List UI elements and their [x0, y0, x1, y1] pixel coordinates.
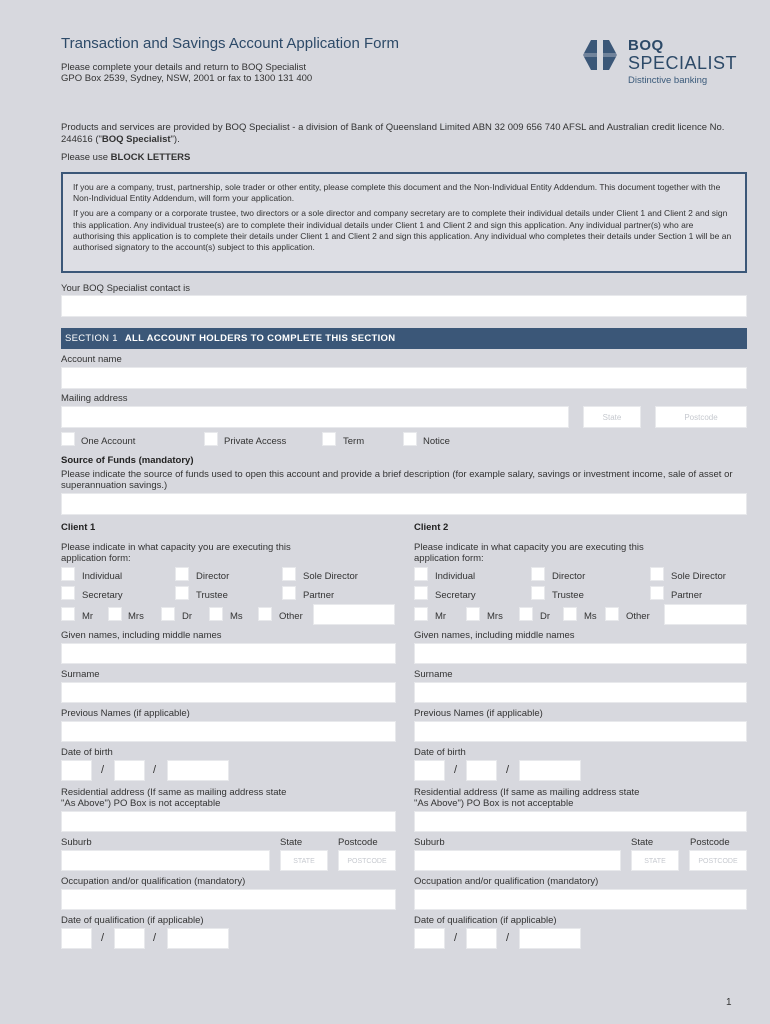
qual-day-input[interactable]	[61, 928, 92, 949]
date-separator: /	[454, 932, 458, 944]
given-names-input[interactable]	[61, 643, 396, 664]
account-type-label: One Account	[81, 436, 136, 447]
capacity-label: Director	[552, 571, 586, 582]
account-type-label: Term	[343, 436, 365, 447]
mailing-address-label: Mailing address	[61, 393, 128, 404]
qual-year-input[interactable]	[167, 928, 229, 949]
page-number: 1	[726, 997, 732, 1008]
source-of-funds-desc: Please indicate the source of funds used to open this account and provide a brief description (for example salary, savings or investment income, sale of asset or superannuation savings.)	[61, 469, 733, 491]
partner-checkbox[interactable]	[282, 586, 296, 600]
capacity-label: Trustee	[196, 590, 228, 601]
dob-month-input[interactable]	[114, 760, 145, 781]
disclaimer: Products and services are provided by BOQ Specialist - a division of Bank of Queensland Limited ABN 32 009 656 740 AFSL and Australian credit licence No. 244616 ("BOQ Specialist").	[61, 122, 725, 145]
client-heading: Client 1	[61, 522, 96, 533]
title-label: Dr	[540, 611, 551, 622]
trustee-checkbox[interactable]	[531, 586, 545, 600]
capacity-label: Sole Director	[303, 571, 358, 582]
dob-year-input[interactable]	[519, 760, 581, 781]
ms-checkbox[interactable]	[209, 607, 223, 621]
dob-day-input[interactable]	[414, 760, 445, 781]
qual-day-input[interactable]	[414, 928, 445, 949]
mailing-postcode-input[interactable]: Postcode	[655, 406, 747, 428]
other-title-input[interactable]	[664, 604, 747, 625]
dob-month-input[interactable]	[466, 760, 497, 781]
capacity-label: Individual	[82, 571, 123, 582]
qualification-date-label: Date of qualification (if applicable)	[414, 915, 557, 926]
ms-checkbox[interactable]	[563, 607, 577, 621]
title-label: Mrs	[128, 611, 144, 622]
date-separator: /	[506, 932, 510, 944]
residential-address-label: Residential address (If same as mailing address state	[61, 787, 287, 798]
previous-names-label: Previous Names (if applicable)	[414, 708, 543, 719]
given-names-label: Given names, including middle names	[61, 630, 222, 641]
occupation-input[interactable]	[61, 889, 396, 910]
qual-month-input[interactable]	[466, 928, 497, 949]
capacity-label: Secretary	[435, 590, 476, 601]
previous-names-input[interactable]	[414, 721, 747, 742]
title-label: Ms	[230, 611, 243, 622]
capacity-label: Director	[196, 571, 230, 582]
date-separator: /	[101, 932, 105, 944]
individual-checkbox[interactable]	[61, 567, 75, 581]
dr-checkbox[interactable]	[161, 607, 175, 621]
client-1-column	[61, 522, 396, 962]
logo-brand: BOQ	[628, 37, 664, 54]
capacity-label: Sole Director	[671, 571, 726, 582]
account-name-input[interactable]	[61, 367, 747, 389]
surname-label: Surname	[61, 669, 100, 680]
secretary-checkbox[interactable]	[414, 586, 428, 600]
surname-input[interactable]	[414, 682, 747, 703]
title-label: Mr	[435, 611, 447, 622]
sole-director-checkbox[interactable]	[282, 567, 296, 581]
suburb-label: Suburb	[61, 837, 92, 848]
qualification-date-label: Date of qualification (if applicable)	[61, 915, 204, 926]
suburb-input[interactable]	[61, 850, 270, 871]
residential-address-input[interactable]	[61, 811, 396, 832]
postcode-input[interactable]: POSTCODE	[338, 850, 396, 871]
surname-label: Surname	[414, 669, 453, 680]
contact-label: Your BOQ Specialist contact is	[61, 283, 191, 294]
occupation-label: Occupation and/or qualification (mandatory)	[414, 876, 599, 887]
logo-tagline: Distinctive banking	[628, 75, 708, 86]
surname-input[interactable]	[61, 682, 396, 703]
secretary-checkbox[interactable]	[61, 586, 75, 600]
account-name-label: Account name	[61, 354, 122, 365]
source-of-funds-title: Source of Funds (mandatory)	[61, 455, 194, 466]
partner-checkbox[interactable]	[650, 586, 664, 600]
other-checkbox[interactable]	[605, 607, 619, 621]
dob-year-input[interactable]	[167, 760, 229, 781]
date-separator: /	[153, 764, 157, 776]
form-title: Transaction and Savings Account Application Form	[61, 35, 399, 52]
state-input[interactable]: STATE	[631, 850, 679, 871]
date-separator: /	[454, 764, 458, 776]
title-label: Dr	[182, 611, 193, 622]
capacity-label: Secretary	[82, 590, 123, 601]
residential-address-label: "As Above") PO Box is not acceptable	[61, 798, 221, 809]
mrs-checkbox[interactable]	[108, 607, 122, 621]
notice-para-2: If you are a company or a corporate trustee, two directors or a sole director and company secretary are to complete their individual details under Client 1 and Client 2 and sign this application. Any individual trustee(s) are to complete their individual details under Client 1 and Client 2 and sign this application. Any individual partner(s) who are authorising this application is to complete their details under Client 1 and Client 2 and sign this application. Any individual who completes their details under Section 1 will be an authorised signatory to the account(s) subject to this application.	[73, 208, 732, 253]
sole-director-checkbox[interactable]	[650, 567, 664, 581]
account-type-label: Private Access	[224, 436, 287, 447]
account-type-label: Notice	[423, 436, 450, 447]
state-label: State	[280, 837, 303, 848]
date-separator: /	[506, 764, 510, 776]
mailing-state-input[interactable]: State	[583, 406, 641, 428]
dob-label: Date of birth	[414, 747, 466, 758]
capacity-prompt: Please indicate in what capacity you are executing this	[414, 542, 644, 553]
mr-checkbox[interactable]	[414, 607, 428, 621]
boq-logo	[582, 37, 752, 89]
term-checkbox[interactable]	[322, 432, 336, 446]
title-label: Other	[626, 611, 650, 622]
capacity-prompt: Please indicate in what capacity you are executing this	[61, 542, 291, 553]
residential-address-label: Residential address (If same as mailing address state	[414, 787, 640, 798]
one-account-checkbox[interactable]	[61, 432, 75, 446]
client-2-column	[414, 522, 747, 962]
block-letters-note: Please use BLOCK LETTERS	[61, 152, 191, 163]
qual-year-input[interactable]	[519, 928, 581, 949]
capacity-prompt: application form:	[414, 553, 484, 564]
postcode-label: Postcode	[338, 837, 378, 848]
date-separator: /	[101, 764, 105, 776]
date-separator: /	[153, 932, 157, 944]
dr-checkbox[interactable]	[519, 607, 533, 621]
occupation-label: Occupation and/or qualification (mandatory)	[61, 876, 246, 887]
residential-address-input[interactable]	[414, 811, 747, 832]
boq-logo-icon	[582, 39, 618, 71]
contact-input[interactable]	[61, 295, 747, 317]
suburb-input[interactable]	[414, 850, 621, 871]
previous-names-input[interactable]	[61, 721, 396, 742]
notice-para-1: If you are a company, trust, partnership, sole trader or other entity, please complete this document and the Non-Individual Entity Addendum. This document together with the Non-Individual Entity Addendum, will form your application.	[73, 182, 721, 204]
trustee-checkbox[interactable]	[175, 586, 189, 600]
title-label: Other	[279, 611, 303, 622]
suburb-label: Suburb	[414, 837, 445, 848]
capacity-prompt: application form:	[61, 553, 131, 564]
notice-box	[61, 172, 747, 273]
other-checkbox[interactable]	[258, 607, 272, 621]
residential-address-label: "As Above") PO Box is not acceptable	[414, 798, 574, 809]
occupation-input[interactable]	[414, 889, 747, 910]
individual-checkbox[interactable]	[414, 567, 428, 581]
other-title-input[interactable]	[313, 604, 395, 625]
intro-text: Please complete your details and return to BOQ Specialist GPO Box 2539, Sydney, NSW, 2001 or fax to 1300 131 400	[61, 62, 313, 84]
state-input[interactable]: STATE	[280, 850, 328, 871]
qual-month-input[interactable]	[114, 928, 145, 949]
capacity-label: Partner	[303, 590, 335, 601]
given-names-input[interactable]	[414, 643, 747, 664]
mailing-address-input[interactable]	[61, 406, 569, 428]
title-label: Mr	[82, 611, 94, 622]
dob-day-input[interactable]	[61, 760, 92, 781]
previous-names-label: Previous Names (if applicable)	[61, 708, 190, 719]
director-checkbox[interactable]	[175, 567, 189, 581]
capacity-label: Individual	[435, 571, 476, 582]
client-heading: Client 2	[414, 522, 449, 533]
mrs-checkbox[interactable]	[466, 607, 480, 621]
given-names-label: Given names, including middle names	[414, 630, 575, 641]
logo-name: SPECIALIST	[628, 53, 738, 73]
title-label: Mrs	[487, 611, 503, 622]
title-label: Ms	[584, 611, 597, 622]
section-1-header: SECTION 1 ALL ACCOUNT HOLDERS TO COMPLETE THIS SECTION	[61, 328, 747, 349]
director-checkbox[interactable]	[531, 567, 545, 581]
postcode-label: Postcode	[690, 837, 730, 848]
state-label: State	[631, 837, 654, 848]
mr-checkbox[interactable]	[61, 607, 75, 621]
postcode-input[interactable]: POSTCODE	[689, 850, 747, 871]
capacity-label: Trustee	[552, 590, 584, 601]
notice-checkbox[interactable]	[403, 432, 417, 446]
dob-label: Date of birth	[61, 747, 113, 758]
source-of-funds-input[interactable]	[61, 493, 747, 515]
private-access-checkbox[interactable]	[204, 432, 218, 446]
capacity-label: Partner	[671, 590, 703, 601]
